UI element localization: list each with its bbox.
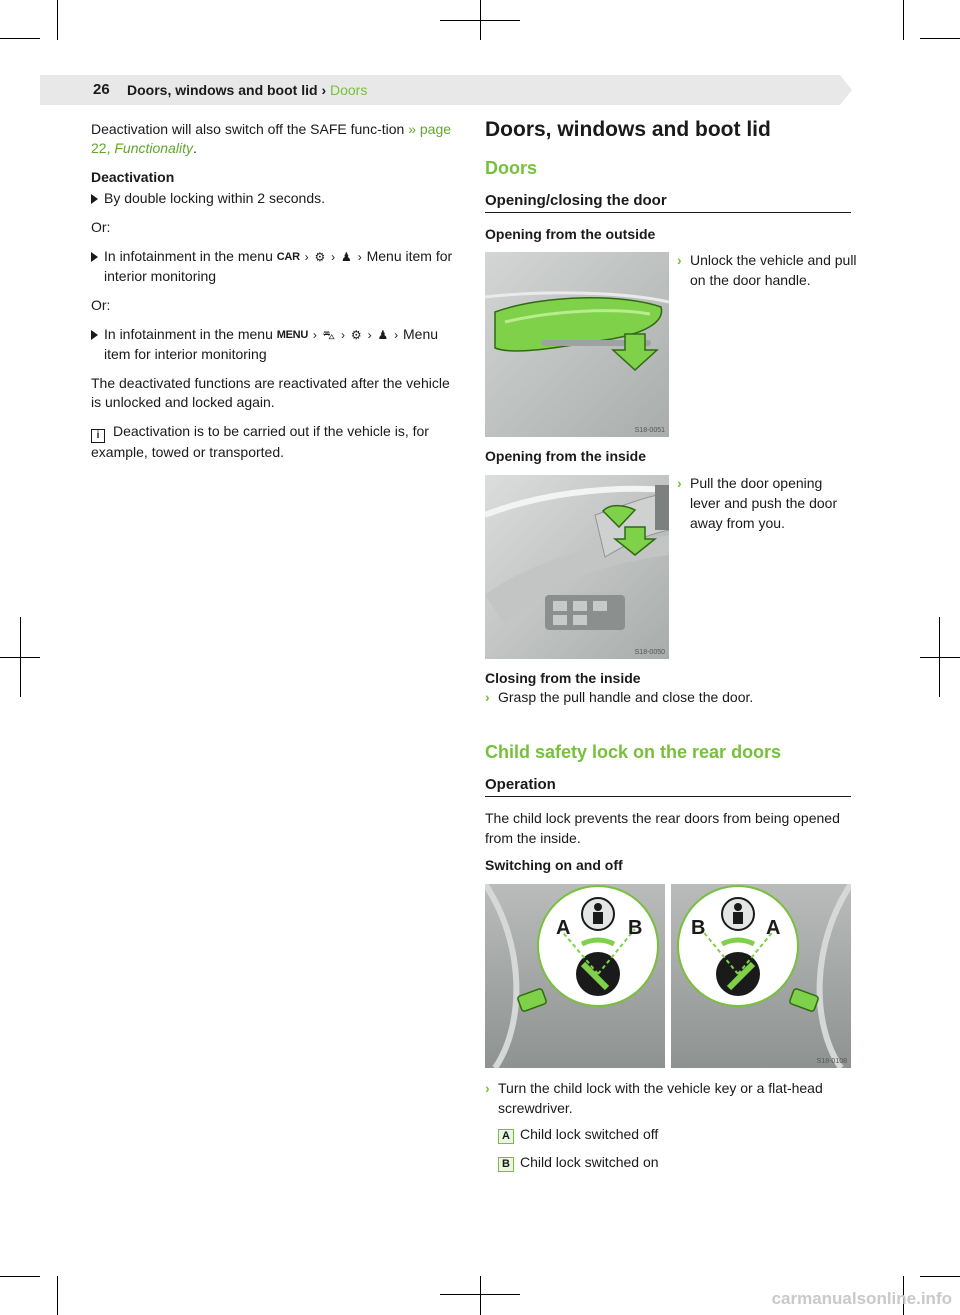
chevron-right-icon: › xyxy=(394,328,399,342)
crop-mark xyxy=(920,1276,960,1277)
intro-paragraph xyxy=(91,120,456,158)
deactivation-step-1 xyxy=(91,189,456,208)
car-menu-icon: CAR xyxy=(276,251,300,263)
person-icon: ♟ xyxy=(341,250,352,264)
section-heading-child-lock: Child safety lock on the rear doors xyxy=(485,742,782,762)
crop-mark xyxy=(0,38,40,39)
or-label: Or: xyxy=(91,219,111,235)
figure-code: S18-0050 xyxy=(634,649,665,656)
page-number: 26 xyxy=(93,81,110,98)
step-text: Unlock the vehicle and pull on the door handle. xyxy=(690,252,857,288)
step-text: Menu item for interior monitoring xyxy=(104,326,439,362)
inside-title: Opening from the inside xyxy=(485,448,647,464)
green-chevron-icon: › xyxy=(485,1080,490,1096)
closing-title: Closing from the inside xyxy=(485,670,641,686)
chevron-right-icon: › xyxy=(331,250,336,264)
chevron-right-icon: › xyxy=(367,328,372,342)
car-icon: ⛍ xyxy=(322,328,336,342)
subsection-operation: Operation xyxy=(485,776,851,797)
left-column xyxy=(91,120,456,472)
chevron-right-icon: › xyxy=(312,328,317,342)
closing-step xyxy=(485,687,851,707)
green-chevron-icon: › xyxy=(677,252,682,268)
breadcrumb-current: Doors xyxy=(330,82,368,98)
crop-mark xyxy=(20,617,21,697)
info-note-icon: i xyxy=(91,429,105,443)
deactivation-title: Deactivation xyxy=(91,169,175,185)
crop-mark xyxy=(0,1276,40,1277)
triangle-bullet-icon xyxy=(91,252,98,262)
fig-label-a-left: A xyxy=(556,917,571,939)
door-panel-illustration xyxy=(485,475,669,659)
fig-label-a-right: A xyxy=(766,917,781,939)
watermark: carmanualsonline.info xyxy=(771,1289,952,1308)
crop-mark xyxy=(920,38,960,39)
breadcrumb-section[interactable]: Doors, windows and boot lid xyxy=(127,82,318,98)
reactivation-paragraph: The deactivated functions are reactivated after the vehicle is unlocked and locked again. xyxy=(91,375,450,410)
door-handle-illustration xyxy=(485,252,669,437)
gear-icon: ⚙ xyxy=(314,250,326,264)
crop-mark xyxy=(920,657,960,658)
figure-inside-lever xyxy=(485,475,669,659)
legend-text: Child lock switched off xyxy=(520,1126,659,1142)
page-link-title[interactable]: Functionality xyxy=(114,140,193,156)
step-text: In infotainment in the menu xyxy=(104,248,273,264)
deactivation-step-3 xyxy=(91,325,456,364)
triangle-bullet-icon xyxy=(91,330,98,340)
legend-item xyxy=(498,1126,658,1144)
chapter-title: Doors, windows and boot lid xyxy=(485,118,771,141)
legend-key: B xyxy=(498,1157,514,1172)
crop-mark xyxy=(57,1276,58,1315)
intro-end: . xyxy=(192,140,197,156)
or-label: Or: xyxy=(91,297,111,313)
chevron-right-icon: › xyxy=(341,328,346,342)
crop-mark xyxy=(903,0,904,40)
turn-step xyxy=(485,1078,851,1118)
figure-code: S18-0108 xyxy=(816,1058,847,1065)
inside-step xyxy=(677,473,855,533)
note-text: Deactivation is to be carried out if the vehicle is, for example, towed or transported. xyxy=(91,423,429,460)
crop-mark xyxy=(480,1276,481,1315)
step-text: In infotainment in the menu xyxy=(104,326,273,342)
chevron-right-icon: › xyxy=(357,250,362,264)
crop-mark xyxy=(57,0,58,40)
person-icon: ♟ xyxy=(377,328,389,342)
step-text: By double locking within 2 seconds. xyxy=(104,190,326,206)
step-text: Turn the child lock with the vehicle key or a flat-head screwdriver. xyxy=(498,1080,823,1116)
figure-code: S18-0051 xyxy=(634,427,665,434)
menu-icon: MENU xyxy=(276,329,308,341)
outside-step xyxy=(677,250,857,290)
breadcrumb xyxy=(127,82,367,98)
child-lock-description: The child lock prevents the rear doors from being opened from the inside. xyxy=(485,810,840,846)
gear-icon: ⚙ xyxy=(350,328,362,342)
crop-mark xyxy=(939,617,940,697)
figure-child-lock xyxy=(485,884,851,1068)
fig-label-b-left: B xyxy=(628,917,643,939)
crop-mark xyxy=(480,0,481,40)
step-text: Pull the door opening lever and push the door away from you. xyxy=(690,475,838,531)
section-heading-doors: Doors xyxy=(485,158,538,178)
deactivation-step-2 xyxy=(91,247,456,286)
outside-title: Opening from the outside xyxy=(485,226,656,242)
child-lock-illustration xyxy=(485,884,851,1068)
legend-text: Child lock switched on xyxy=(520,1154,659,1170)
green-chevron-icon: › xyxy=(677,475,682,491)
legend-item xyxy=(498,1154,659,1172)
step-text: Menu item for interior monitoring xyxy=(104,248,453,284)
intro-text: Deactivation will also switch off the SAFE func-tion xyxy=(91,121,405,137)
step-text: Grasp the pull handle and close the door. xyxy=(498,689,754,705)
breadcrumb-separator: › xyxy=(321,82,327,98)
note-paragraph xyxy=(91,422,456,462)
green-chevron-icon: › xyxy=(485,689,490,705)
running-header xyxy=(40,75,852,105)
legend-key: A xyxy=(498,1129,514,1144)
figure-outside-handle xyxy=(485,252,669,437)
fig-label-b-right: B xyxy=(691,917,706,939)
subsection-opening-closing: Opening/closing the door xyxy=(485,192,851,213)
switching-title: Switching on and off xyxy=(485,857,623,873)
chevron-right-icon: › xyxy=(304,250,309,264)
page-link-ref[interactable]: » page 22, xyxy=(91,121,452,156)
triangle-bullet-icon xyxy=(91,194,98,204)
